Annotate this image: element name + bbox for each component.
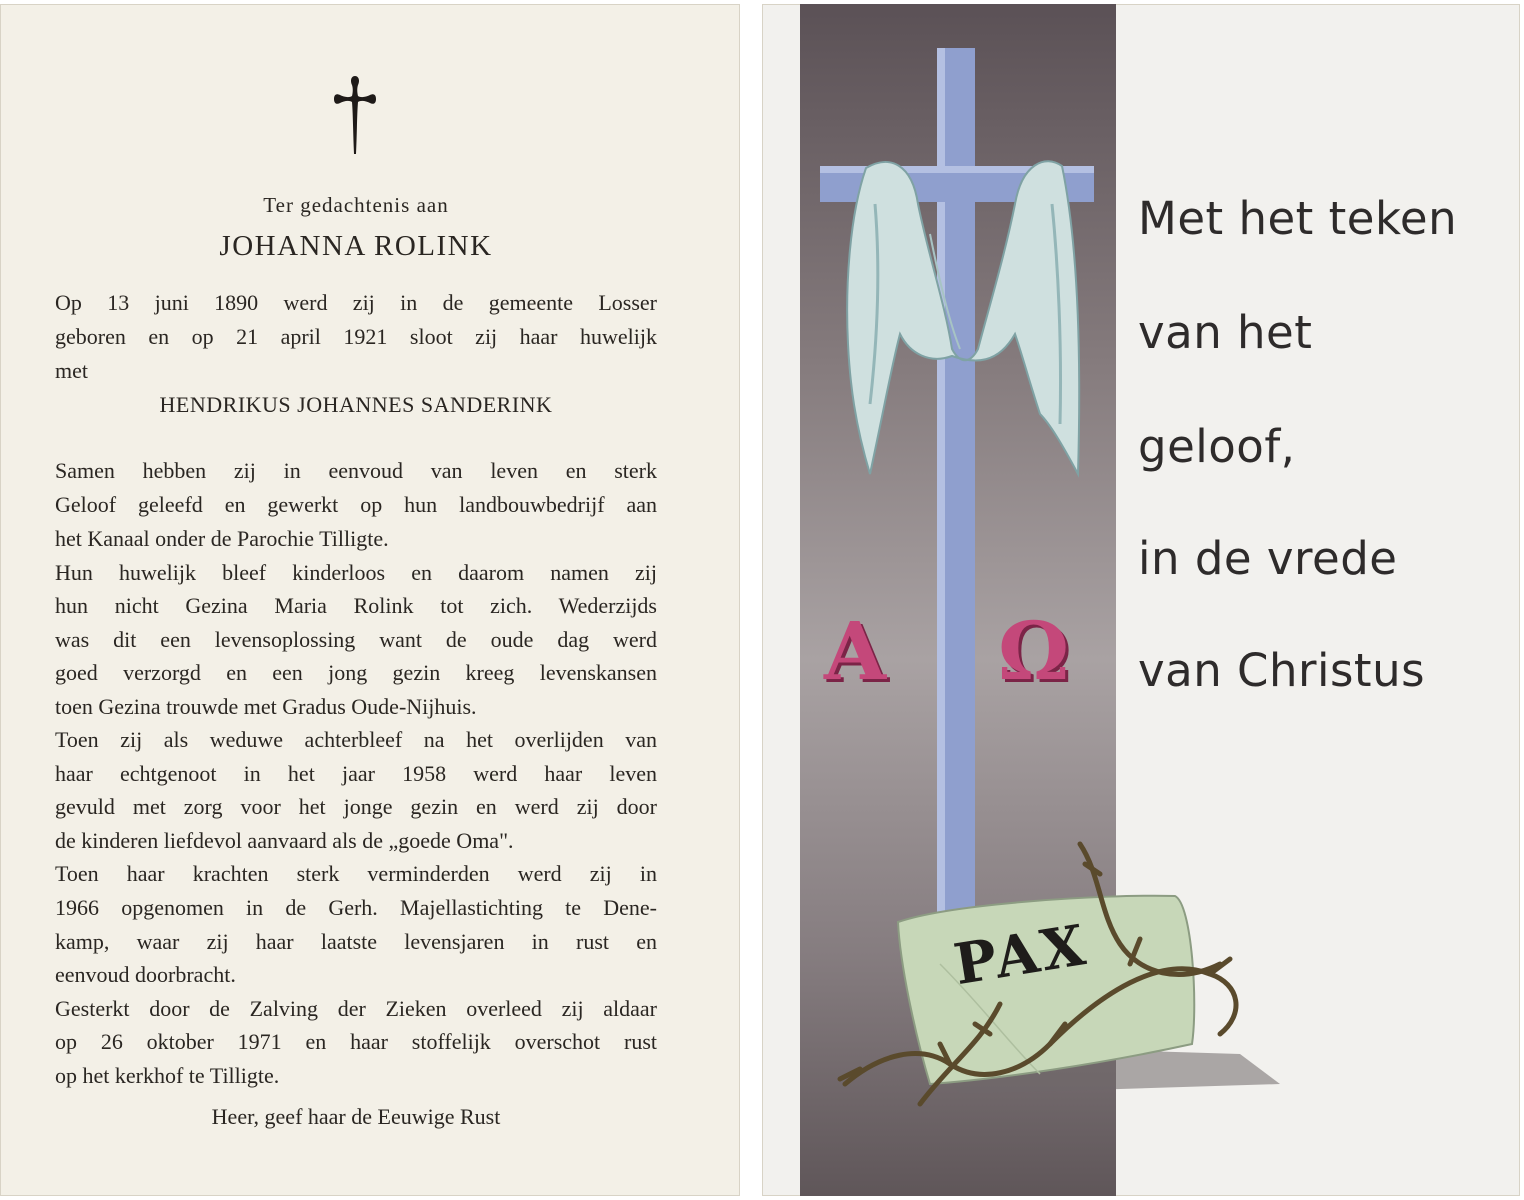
body-line: Gesterkt door de Zalving der Zieken overleed zij aldaar bbox=[55, 996, 657, 1021]
body-line: de kinderen liefdevol aanvaard als de „goede Oma". bbox=[55, 828, 514, 853]
body-line: Geloof geleefd en gewerkt op hun landbouwbedrijf aan bbox=[55, 492, 657, 517]
cross-icon bbox=[330, 72, 380, 156]
alpha-symbol: A bbox=[824, 604, 887, 698]
spouse-name: HENDRIKUS JOHANNES SANDERINK bbox=[159, 392, 553, 417]
body-line: eenvoud doorbracht. bbox=[55, 962, 236, 987]
body-line: 1966 opgenomen in de Gerh. Majellastichting te Dene- bbox=[55, 895, 657, 920]
verse-line: Met het teken bbox=[1138, 192, 1458, 245]
deceased-name: JOHANNA ROLINK bbox=[219, 230, 493, 262]
verse-line: van het bbox=[1138, 306, 1313, 359]
body-line: goed verzorgd en een jong gezin kreeg levenskansen bbox=[55, 660, 657, 685]
body-line: kamp, waar zij haar laatste levensjaren in rust en bbox=[55, 929, 657, 954]
birth-line: geboren en op 21 april 1921 sloot zij haar huwelijk bbox=[55, 324, 657, 349]
body-line: toen Gezina trouwde met Gradus Oude-Nijhuis. bbox=[55, 694, 477, 719]
cross-illustration bbox=[800, 4, 1360, 1196]
pax-text: PAX bbox=[949, 911, 1093, 999]
memorial-card-right bbox=[762, 4, 1520, 1196]
body-line: gevuld met zorg voor het jonge gezin en werd zij door bbox=[55, 794, 657, 819]
body-line: op 26 oktober 1971 en haar stoffelijk overschot rust bbox=[55, 1029, 657, 1054]
body-line: Samen hebben zij in eenvoud van leven en sterk bbox=[55, 458, 657, 483]
body-line: Toen haar krachten sterk verminderden werd zij in bbox=[55, 861, 657, 886]
intro-text: Ter gedachtenis aan bbox=[263, 193, 449, 217]
omega-symbol: Ω bbox=[998, 604, 1070, 698]
birth-line: met bbox=[55, 358, 88, 383]
body-line: haar echtgenoot in het jaar 1958 werd haar leven bbox=[55, 761, 657, 786]
verse-line: van Christus bbox=[1138, 644, 1426, 697]
body-line: Hun huwelijk bleef kinderloos en daarom namen zij bbox=[55, 560, 657, 585]
verse-line: geloof, bbox=[1138, 420, 1296, 473]
body-line: het Kanaal onder de Parochie Tilligte. bbox=[55, 526, 389, 551]
memorial-card-left bbox=[0, 4, 740, 1196]
body-line: op het kerkhof te Tilligte. bbox=[55, 1063, 280, 1088]
body-line: Toen zij als weduwe achterbleef na het overlijden van bbox=[55, 727, 657, 752]
prayer-text: Heer, geef haar de Eeuwige Rust bbox=[211, 1104, 501, 1129]
body-line: was dit een levensoplossing want de oude dag werd bbox=[55, 627, 657, 652]
birth-line: Op 13 juni 1890 werd zij in de gemeente Losser bbox=[55, 290, 657, 315]
verse-line: in de vrede bbox=[1138, 532, 1398, 585]
body-line: hun nicht Gezina Maria Rolink tot zich. Wederzijds bbox=[55, 593, 657, 618]
